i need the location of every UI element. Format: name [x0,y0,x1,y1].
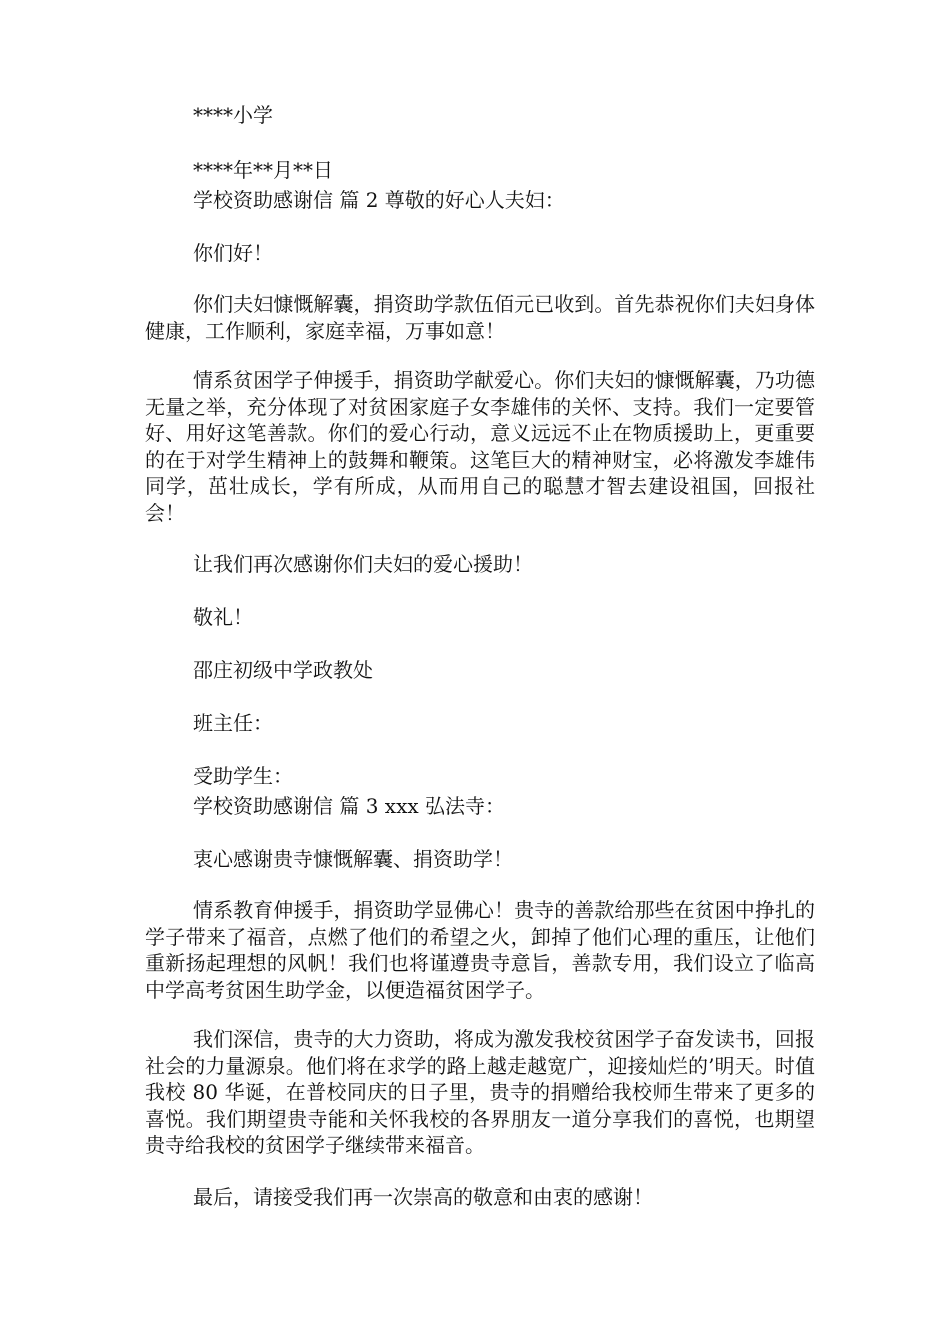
letter-2-paragraph-1: 你们夫妇慷慨解囊，捐资助学款伍佰元已收到。首先恭祝你们夫妇身体健康，工作顺利，家庭幸福，万事如意！ [145,292,815,343]
letter-3-opening: 衷心感谢贵寺慷慨解囊、捐资助学！ [193,847,513,871]
letter-3-paragraph-1: 情系教育伸援手，捐资助学显佛心！贵寺的善款给那些在贫困中挣扎的学子带来了福音，点燃了他们的希望之火，卸掉了他们心理的重压，让他们重新扬起理想的风帆！我们也将谨遵贵寺意旨，善款专用，我们设立了临高中学高考贫困生助学金，以便造福贫困学子。 [145,898,815,1002]
document-page [145,100,815,1212]
letter-2-student-label: 受助学生： [193,764,293,788]
signature-date: ****年**月**日 [193,158,333,182]
letter-2-greeting: 你们好！ [193,241,273,265]
letter-2-heading: 学校资助感谢信 篇 2 尊敬的好心人夫妇： [193,188,565,212]
letter-2-paragraph-2: 情系贫困学子伸援手，捐资助学献爱心。你们夫妇的慷慨解囊，乃功德无量之举，充分体现了对贫困家庭子女李雄伟的关怀、支持。我们一定要管好、用好这笔善款。你们的爱心行动，意义远远不止在物质援助上，更重要的在于对学生精神上的鼓舞和鞭策。这笔巨大的精神财宝，必将激发李雄伟同学，茁壮成长，学有所成，从而用自己的聪慧才智去建设祖国，回报社会！ [145,368,815,525]
letter-2-sender: 邵庄初级中学政教处 [193,658,373,682]
letter-2-paragraph-3: 让我们再次感谢你们夫妇的爱心援助！ [193,552,533,576]
letter-3-paragraph-2: 我们深信，贵寺的大力资助，将成为激发我校贫困学子奋发读书，回报社会的力量源泉。他们将在求学的路上越走越宽广，迎接灿烂的’明天。时值我校 80 华诞，在普校同庆的日子里，贵寺的捐赠给我校师生带来了更多的喜悦。我们期望贵寺能和关怀我校的各界朋友一道分享我们的喜悦，也期望贵寺给我校的贫困学子继续带来福音。 [145,1027,815,1157]
letter-3-paragraph-3: 最后，请接受我们再一次崇高的敬意和由衷的感谢！ [193,1184,653,1209]
signature-school: ****小学 [193,103,273,127]
letter-2-closing: 敬礼！ [193,605,253,629]
letter-3-heading: 学校资助感谢信 篇 3 xxx 弘法寺： [193,794,505,818]
letter-2-teacher-label: 班主任： [193,711,273,735]
